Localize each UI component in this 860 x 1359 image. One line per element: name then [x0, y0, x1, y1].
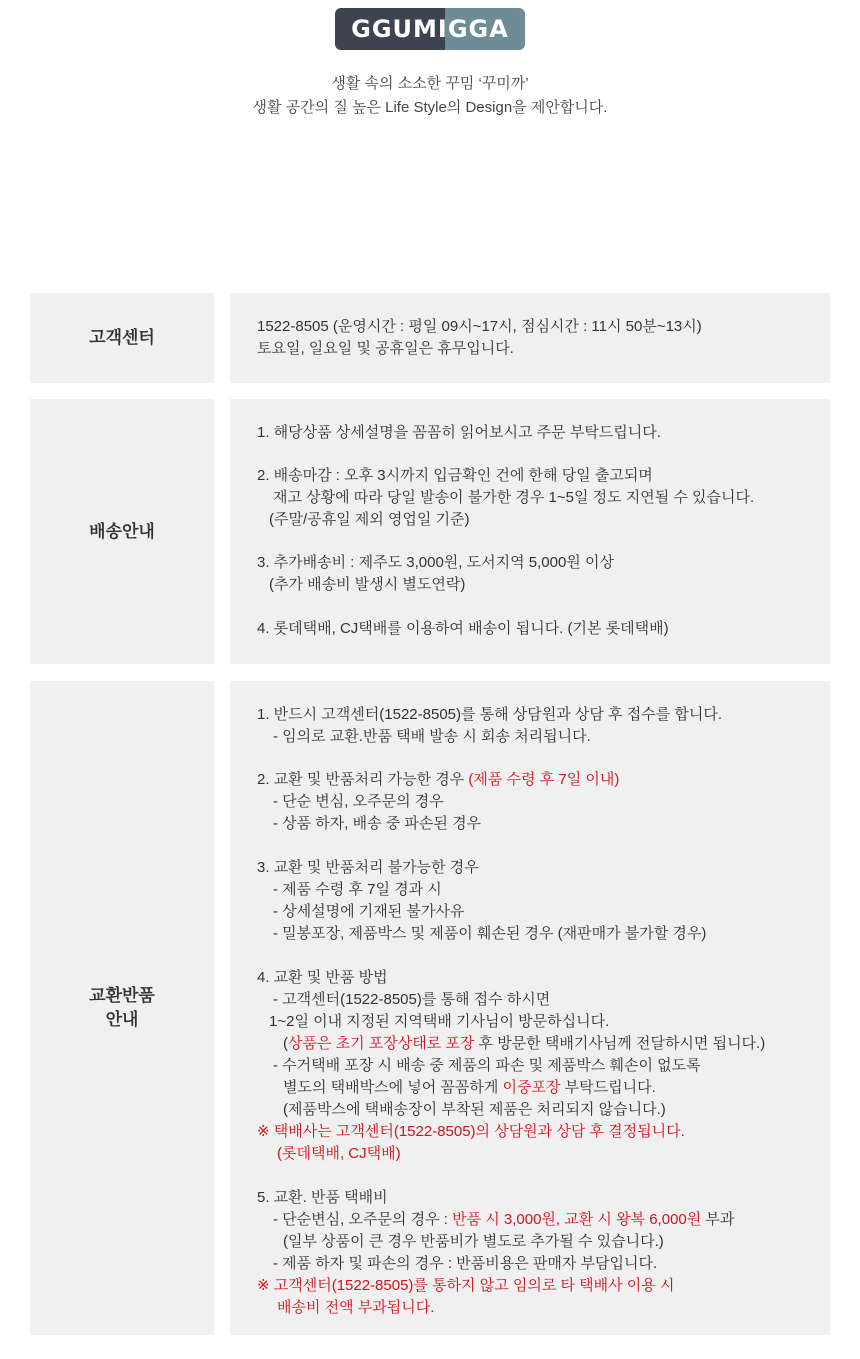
exchange-line: 1. 반드시 고객센터(1522-8505)를 통해 상담원과 상담 후 접수를 합니다. — [257, 706, 723, 723]
exchange-line: - 임의로 교환.반품 택배 발송 시 회송 처리됩니다. — [273, 728, 591, 745]
exchange-line: (일부 상품이 큰 경우 반품비가 별도로 추가될 수 있습니다.) — [283, 1233, 664, 1250]
exchange-line: - 상세설명에 기재된 불가사유 — [273, 903, 465, 920]
tagline-line-2: 생활 공간의 질 높은 Life Style의 Design을 제안합니다. — [252, 99, 608, 116]
shipping-section — [30, 399, 830, 664]
shipping-line: (추가 배송비 발생시 별도연락) — [269, 576, 466, 593]
section-label-box — [30, 399, 214, 664]
exchange-line — [273, 1209, 734, 1231]
exchange-line: - 제품 하자 및 파손의 경우 : 반품비용은 판매자 부담입니다. — [273, 1255, 658, 1272]
logo-text: GGUMIGGA — [351, 15, 509, 43]
shipping-line: 1. 해당상품 상세설명을 꼼꼼히 읽어보시고 주문 부탁드립니다. — [257, 424, 661, 441]
customer-center-section — [30, 293, 830, 383]
customer-center-holidays: 토요일, 일요일 및 공휴일은 휴무입니다. — [257, 340, 514, 357]
exchange-notice: ※ 택배사는 고객센터(1522-8505)의 상담원과 상담 후 결정됩니다. — [257, 1123, 685, 1140]
exchange-line: (제품박스에 택배송장이 부착된 제품은 처리되지 않습니다.) — [283, 1101, 666, 1118]
exchange-line: 5. 교환. 반품 택배비 — [257, 1189, 388, 1206]
exchange-line — [283, 1077, 656, 1099]
exchange-line — [283, 1033, 765, 1055]
shipping-line: 4. 롯데택배, CJ택배를 이용하여 배송이 됩니다. (기본 롯데택배) — [257, 620, 669, 637]
exchange-highlight: 이중포장 — [502, 1079, 561, 1096]
exchange-line: 3. 교환 및 반품처리 불가능한 경우 — [257, 859, 479, 876]
exchange-text: ( — [283, 1035, 288, 1052]
exchange-line: - 상품 하자, 배송 중 파손된 경우 — [273, 815, 482, 832]
shipping-line: (주말/공휴일 제외 영업일 기준) — [269, 511, 470, 528]
exchange-content — [230, 681, 830, 1335]
exchange-highlight: 상품은 초기 포장상태로 포장 — [288, 1035, 475, 1052]
exchange-line — [257, 769, 619, 791]
customer-center-content — [230, 293, 830, 383]
exchange-line: 1~2일 이내 지정된 지역택배 기사님이 방문하십니다. — [269, 1013, 610, 1030]
exchange-text: 부탁드립니다. — [560, 1079, 656, 1096]
exchange-label-line-1: 교환반품 — [89, 986, 155, 1005]
exchange-label-line-2: 안내 — [105, 1010, 139, 1029]
exchange-section — [30, 681, 830, 1335]
exchange-notice: 배송비 전액 부과됩니다. — [277, 1299, 435, 1316]
exchange-text: - 단순변심, 오주문의 경우 : — [273, 1211, 453, 1228]
exchange-line: 4. 교환 및 반품 방법 — [257, 969, 388, 986]
shipping-line: 2. 배송마감 : 오후 3시까지 입금확인 건에 한해 당일 출고되며 — [257, 467, 653, 484]
shipping-line: 3. 추가배송비 : 제주도 3,000원, 도서지역 5,000원 이상 — [257, 554, 614, 571]
exchange-label — [89, 984, 155, 1032]
brand-logo — [335, 8, 525, 50]
exchange-text: 부과 — [701, 1211, 735, 1228]
tagline-line-1: 생활 속의 소소한 꾸밈 ‘꾸미까’ — [331, 75, 529, 92]
exchange-highlight: 반품 시 3,000원 — [452, 1211, 556, 1228]
exchange-text: 후 방문한 택배기사님께 전달하시면 됩니다.) — [474, 1035, 766, 1052]
customer-center-hours: 1522-8505 (운영시간 : 평일 09시~17시, 점심시간 : 11시 50분~13시) — [257, 318, 702, 335]
exchange-notice: ※ 고객센터(1522-8505)를 통하지 않고 임의로 타 택배사 이용 시 — [257, 1277, 675, 1294]
exchange-text: 별도의 택배박스에 넣어 꼼꼼하게 — [283, 1079, 503, 1096]
shipping-content — [230, 399, 830, 664]
customer-center-label: 고객센터 — [89, 328, 155, 347]
shipping-line: 재고 상황에 따라 당일 발송이 불가한 경우 1~5일 정도 지연될 수 있습니다. — [273, 489, 755, 506]
exchange-line: - 수거택배 포장 시 배송 중 제품의 파손 및 제품박스 훼손이 없도록 — [273, 1057, 701, 1074]
exchange-highlight: (제품 수령 후 7일 이내) — [468, 771, 620, 788]
exchange-highlight: , — [555, 1211, 565, 1228]
exchange-line: - 밀봉포장, 제품박스 및 제품이 훼손된 경우 (재판매가 불가할 경우) — [273, 925, 707, 942]
exchange-line: - 고객센터(1522-8505)를 통해 접수 하시면 — [273, 991, 551, 1008]
shipping-label: 배송안내 — [89, 521, 155, 541]
section-label-box — [30, 293, 214, 383]
exchange-line: - 단순 변심, 오주문의 경우 — [273, 793, 444, 810]
section-label-box — [30, 681, 214, 1335]
exchange-notice: (롯데택배, CJ택배) — [277, 1145, 401, 1162]
exchange-highlight: 교환 시 왕복 6,000원 — [564, 1211, 702, 1228]
exchange-text: 2. 교환 및 반품처리 가능한 경우 — [257, 771, 469, 788]
exchange-line: - 제품 수령 후 7일 경과 시 — [273, 881, 442, 898]
